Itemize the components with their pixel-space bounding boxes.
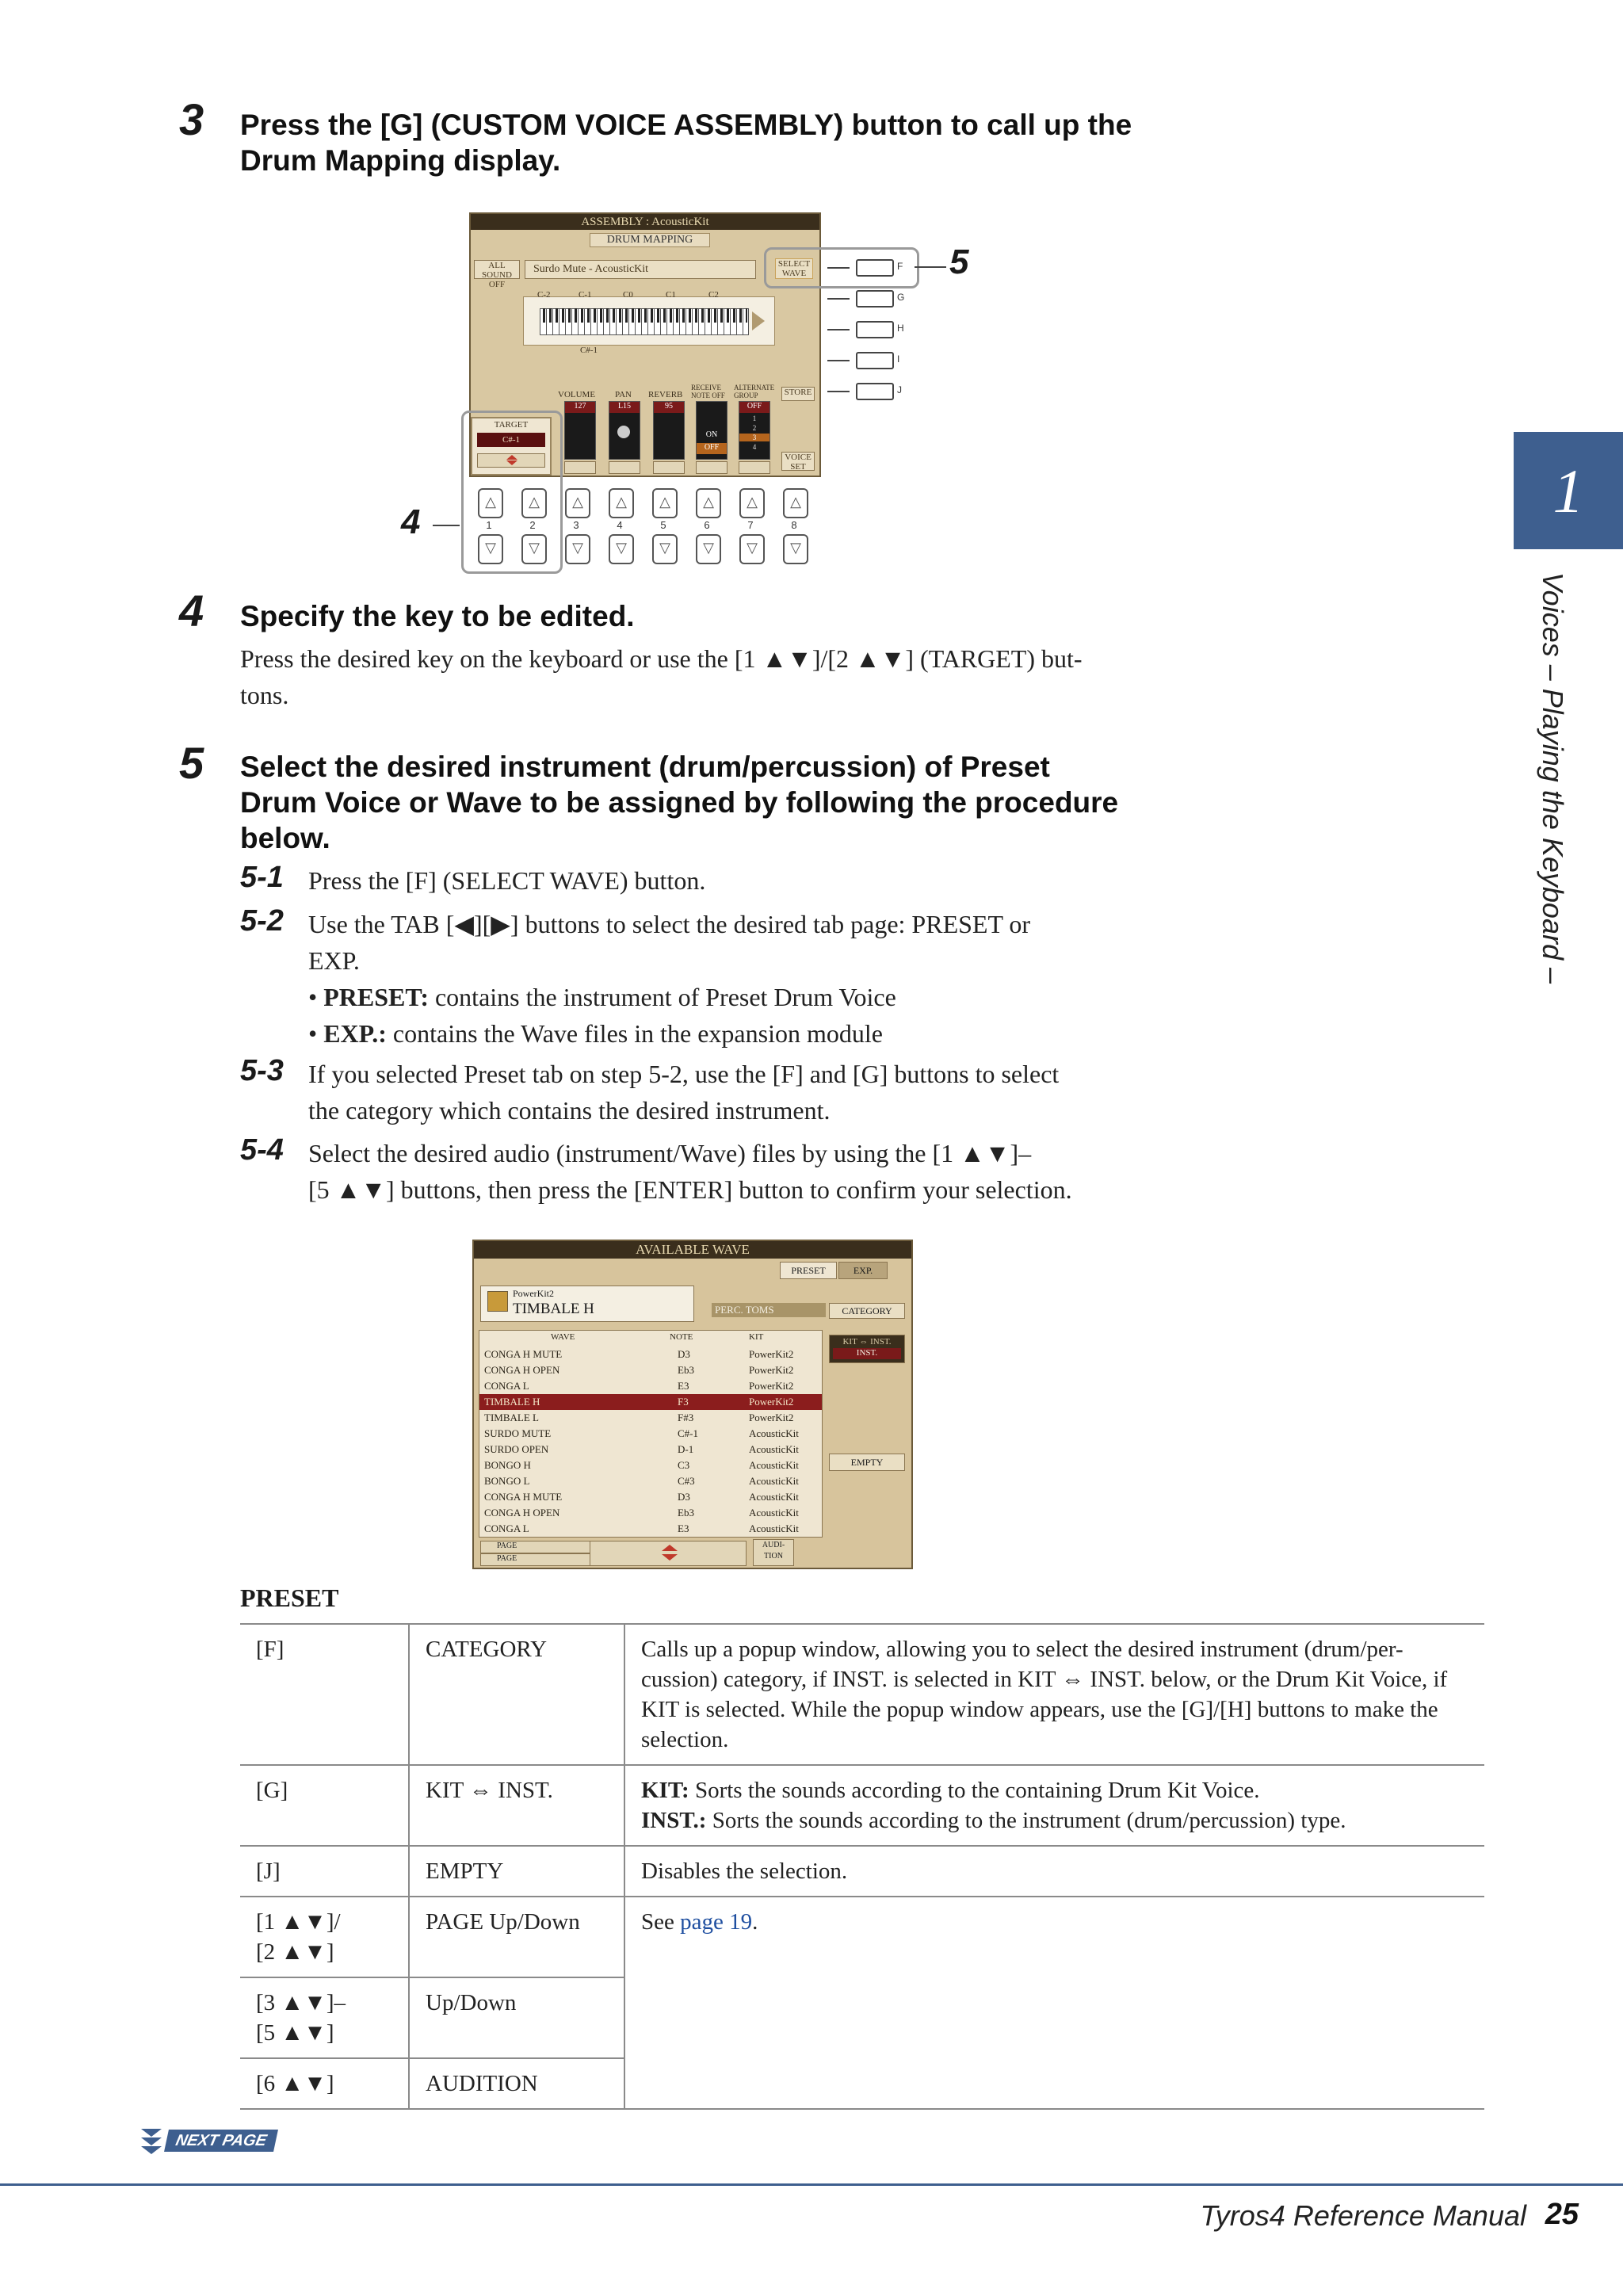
table-cell-name: CATEGORY: [409, 1624, 624, 1765]
connector-line: [827, 329, 850, 330]
callout-leader-line: [915, 266, 946, 268]
wave-name: CONGA H MUTE: [484, 1348, 563, 1360]
step-4-body-line-2: tons.: [240, 681, 289, 709]
step-5-title: [240, 749, 1118, 856]
wave-row[interactable]: [479, 1473, 822, 1489]
store-button[interactable]: STORE: [781, 387, 815, 401]
substep-5-3-number: 5-3: [240, 1054, 284, 1087]
wave-row[interactable]: [479, 1457, 822, 1473]
button-5-down[interactable]: ▽: [652, 534, 678, 564]
slider-arrow: [653, 461, 685, 474]
button-number: 7: [747, 519, 754, 531]
table-row: [240, 1765, 1484, 1846]
wave-kit: AcousticKit: [749, 1475, 799, 1487]
all-sound-off-button[interactable]: ALL SOUND OFF: [474, 260, 520, 279]
wave-row[interactable]: [479, 1442, 822, 1457]
slider-arrow: [696, 461, 727, 474]
category-button[interactable]: CATEGORY: [829, 1303, 905, 1319]
connector-line: [827, 267, 850, 269]
next-page-arrows-icon: [139, 2127, 163, 2159]
pan-label: PAN: [615, 390, 632, 399]
wave-note: C#-1: [678, 1427, 698, 1439]
step-4-number: 4: [179, 586, 204, 636]
wave-row[interactable]: [479, 1426, 822, 1442]
bullet-preset: • PRESET: contains the instrument of Preset Drum Voice: [308, 983, 896, 1011]
wave-row[interactable]: [479, 1347, 822, 1362]
chapter-title: Voices – Playing the Keyboard –: [1537, 572, 1569, 984]
button-line: [3 ▲▼]–: [256, 1990, 346, 2015]
wave-kit: PowerKit2: [749, 1364, 794, 1376]
header-note: NOTE: [670, 1332, 693, 1342]
panel-button-f[interactable]: [856, 259, 894, 277]
octave-label: C-1: [579, 290, 592, 300]
target-value: C#-1: [477, 433, 545, 447]
button-2-down[interactable]: ▽: [521, 534, 547, 564]
table-cell-name: KIT ⇔ INST.: [409, 1765, 624, 1846]
page-down-bar[interactable]: PAGE: [480, 1553, 596, 1566]
target-up-icon: [506, 455, 517, 460]
receive-note-off-selector[interactable]: [696, 401, 727, 460]
substep-5-1-number: 5-1: [240, 861, 284, 894]
callout-5: 5: [949, 243, 969, 281]
wave-kit: AcousticKit: [749, 1459, 799, 1471]
desc-text: Sorts the sounds according to the containing Drum Kit Voice.: [689, 1778, 1260, 1803]
table-cell-button: [G]: [240, 1765, 409, 1846]
step-3-title: [240, 107, 1132, 178]
desc-label: KIT:: [641, 1778, 689, 1803]
wave-row[interactable]: [479, 1521, 822, 1537]
wave-note: D3: [678, 1348, 690, 1360]
receive-on-value: ON: [705, 430, 718, 439]
panel-letter-h: H: [897, 323, 904, 334]
button-number: 5: [660, 519, 666, 531]
panel-button-g[interactable]: [856, 290, 894, 308]
alt-group-3: 3: [739, 434, 769, 441]
page-number: 25: [1545, 2198, 1579, 2231]
table-cell-button: [240, 1897, 409, 1977]
step-4-body-line-1: Press the desired key on the keyboard or use the [1 ▲▼]/[2 ▲▼] (TARGET) but-: [240, 644, 1083, 673]
wave-kit: PowerKit2: [749, 1348, 794, 1360]
volume-value: 127: [565, 402, 595, 413]
wave-note: Eb3: [678, 1364, 694, 1376]
substep-5-2-line-1: Use the TAB [◀][▶] buttons to select the desired tab page: PRESET or: [308, 910, 1031, 938]
target-down-icon: [506, 460, 517, 465]
available-wave-lcd: [472, 1240, 913, 1569]
callout-leader-line: [433, 525, 460, 526]
substep-5-1-text: Press the [F] (SELECT WAVE) button.: [308, 866, 706, 895]
button-line: [1 ▲▼]/: [256, 1909, 341, 1935]
panel-letter-g: G: [897, 292, 905, 303]
step-5-title-line-2: Drum Voice or Wave to be assigned by following the procedure: [240, 786, 1119, 819]
kit-inst-label: KIT ⇔ INST.: [842, 1337, 892, 1347]
scroll-bar[interactable]: [590, 1541, 747, 1566]
substep-5-3-line-1: If you selected Preset tab on step 5-2, use the [F] and [G] buttons to select: [308, 1060, 1060, 1088]
table-cell-name: AUDITION: [409, 2058, 624, 2109]
wave-note: C3: [678, 1459, 690, 1471]
bullet-text: contains the instrument of Preset Drum Voice: [428, 983, 896, 1011]
volume-label: VOLUME: [558, 390, 596, 399]
volume-slider[interactable]: [564, 401, 596, 460]
reverb-label: REVERB: [648, 390, 683, 399]
wave-name: SURDO OPEN: [484, 1443, 549, 1455]
panel-letter-f: F: [897, 261, 903, 272]
manual-title: Tyros4 Reference Manual: [1200, 2199, 1526, 2232]
panel-button-i[interactable]: [856, 352, 894, 369]
slider-arrow: [609, 461, 640, 474]
substep-5-2-text: [308, 906, 1030, 1052]
drum-kit-icon: [487, 1291, 508, 1312]
select-wave-button[interactable]: SELECT WAVE: [775, 258, 813, 279]
substep-5-3-text: [308, 1056, 1059, 1129]
keyboard-panel: [523, 296, 775, 346]
wave-row[interactable]: [479, 1362, 822, 1378]
chapter-tab[interactable]: [1514, 432, 1623, 549]
step-3-title-line-1: Press the [G] (CUSTOM VOICE ASSEMBLY) button to call up the: [240, 109, 1132, 141]
button-6-up[interactable]: △: [696, 488, 721, 518]
button-4-up[interactable]: △: [609, 488, 634, 518]
step-5-title-line-1: Select the desired instrument (drum/percussion) of Preset: [240, 751, 1050, 783]
tab-preset[interactable]: PRESET: [780, 1262, 837, 1279]
chapter-number: 1: [1552, 457, 1584, 525]
category-field: PERC. TOMS: [712, 1303, 826, 1317]
table-cell-button: [J]: [240, 1846, 409, 1897]
voice-set-button[interactable]: VOICE SET: [781, 452, 815, 471]
wave-kit: PowerKit2: [749, 1380, 794, 1392]
preset-table: [240, 1623, 1484, 2110]
audition-button[interactable]: AUDI- TION: [753, 1539, 794, 1566]
pan-knob-icon: [617, 426, 630, 438]
desc-text: .: [752, 1909, 758, 1935]
panel-button-h[interactable]: [856, 321, 894, 338]
table-cell-name: Up/Down: [409, 1977, 624, 2058]
button-number: 6: [704, 519, 710, 531]
octave-label: C0: [623, 290, 633, 300]
step-3-title-line-2: Drum Mapping display.: [240, 144, 561, 177]
substep-5-3-line-2: the category which contains the desired instrument.: [308, 1096, 831, 1125]
receive-note-off-label: RECEIVE NOTE OFF: [691, 384, 725, 399]
octave-label: C1: [666, 290, 676, 300]
alt-group-4: 4: [752, 443, 757, 451]
table-row: [240, 1624, 1484, 1765]
preset-heading: PRESET: [240, 1584, 339, 1612]
inst-selected: INST.: [833, 1348, 901, 1359]
wave-list-header: [479, 1331, 822, 1345]
button-1-down[interactable]: ▽: [478, 534, 503, 564]
lcd2-title: AVAILABLE WAVE: [474, 1241, 911, 1259]
tab-exp[interactable]: EXP.: [838, 1262, 888, 1279]
button-line: [2 ▲▼]: [256, 1939, 334, 1965]
page-19-link[interactable]: page 19: [680, 1909, 753, 1935]
wave-name: TIMBALE L: [484, 1412, 539, 1423]
table-cell-button: [6 ▲▼]: [240, 2058, 409, 2109]
wave-name: TIMBALE H: [484, 1396, 540, 1408]
wave-kit: AcousticKit: [749, 1491, 799, 1503]
button-4-down[interactable]: ▽: [609, 534, 634, 564]
wave-row[interactable]: [479, 1394, 822, 1410]
step-5-number: 5: [179, 738, 204, 788]
target-panel: [471, 417, 552, 476]
step-4-body: [240, 640, 1083, 713]
wave-list: [479, 1330, 823, 1538]
lcd-subtitle: DRUM MAPPING: [590, 233, 710, 247]
button-number: 2: [529, 519, 536, 531]
substep-5-2-number: 5-2: [240, 904, 284, 938]
bullet-label: EXP.:: [323, 1019, 387, 1048]
button-3-up[interactable]: △: [565, 488, 590, 518]
table-row: [240, 1846, 1484, 1897]
substep-5-2-line-2: EXP.: [308, 946, 360, 975]
button-6-down[interactable]: ▽: [696, 534, 721, 564]
target-arrow: [477, 453, 545, 468]
kit-name: PowerKit2: [513, 1288, 554, 1299]
scroll-down-icon: [662, 1554, 678, 1561]
step-4-title: Specify the key to be edited.: [240, 600, 635, 632]
pan-value: L15: [609, 402, 640, 413]
wave-name: CONGA L: [484, 1380, 529, 1392]
panel-letter-i: I: [897, 353, 900, 365]
kit-inst-button[interactable]: [829, 1335, 905, 1363]
table-cell-description: [624, 1897, 1484, 2109]
wave-note: E3: [678, 1380, 689, 1392]
scroll-up-icon: [662, 1545, 678, 1551]
step-3-number: 3: [179, 94, 204, 144]
slider-arrow: [739, 461, 770, 474]
table-cell-description: [624, 1765, 1484, 1846]
desc-text: See: [641, 1909, 681, 1935]
wave-row[interactable]: [479, 1489, 822, 1505]
wave-kit: AcousticKit: [749, 1522, 799, 1534]
panel-button-j[interactable]: [856, 383, 894, 400]
table-cell-name: EMPTY: [409, 1846, 624, 1897]
button-7-up[interactable]: △: [739, 488, 765, 518]
page-up-bar[interactable]: PAGE: [480, 1541, 596, 1553]
connector-line: [827, 360, 850, 361]
connector-line: [827, 391, 850, 392]
substep-5-4-number: 5-4: [240, 1133, 284, 1167]
connector-line: [827, 298, 850, 300]
receive-off-value: OFF: [697, 443, 727, 454]
wave-note: E3: [678, 1522, 689, 1534]
bullet-label: PRESET:: [323, 983, 429, 1011]
button-number: 1: [486, 519, 492, 531]
alt-group-1: 1: [752, 415, 757, 422]
wave-name: CONGA H MUTE: [484, 1491, 563, 1503]
button-8-down[interactable]: ▽: [783, 534, 808, 564]
reverb-slider[interactable]: [653, 401, 685, 460]
empty-button[interactable]: EMPTY: [829, 1454, 905, 1471]
footer-rule: [0, 2183, 1623, 2186]
button-1-up[interactable]: △: [478, 488, 503, 518]
header-wave: WAVE: [551, 1332, 575, 1342]
wave-kit: PowerKit2: [749, 1412, 794, 1423]
substep-5-4-line-2: [5 ▲▼] buttons, then press the [ENTER] button to confirm your selection.: [308, 1175, 1072, 1204]
wave-name: CONGA L: [484, 1522, 529, 1534]
bullet-text: contains the Wave files in the expansion module: [386, 1019, 883, 1048]
wave-name: CONGA H OPEN: [484, 1507, 560, 1519]
wave-name: BONGO L: [484, 1475, 530, 1487]
wave-kit: AcousticKit: [749, 1443, 799, 1455]
wave-name: SURDO MUTE: [484, 1427, 552, 1439]
substep-5-4-line-1: Select the desired audio (instrument/Wave) files by using the [1 ▲▼]–: [308, 1139, 1032, 1167]
button-number: 4: [617, 519, 623, 531]
alternate-group-label: ALTERNATE GROUP: [734, 384, 775, 399]
black-keys: [540, 308, 747, 323]
wave-name: BONGO H: [484, 1459, 531, 1471]
wave-name: CONGA H OPEN: [484, 1364, 560, 1376]
table-cell-button: [240, 1977, 409, 2058]
keyboard-scroll-arrow-icon[interactable]: [752, 311, 765, 330]
desc-label: INST.:: [641, 1808, 707, 1833]
wave-row[interactable]: [479, 1505, 822, 1521]
step-5-title-line-3: below.: [240, 822, 330, 854]
wave-note: D3: [678, 1491, 690, 1503]
wave-kit: AcousticKit: [749, 1507, 799, 1519]
wave-note: Eb3: [678, 1507, 694, 1519]
selected-wave-field: [480, 1286, 694, 1322]
panel-letter-j: J: [897, 384, 902, 395]
button-line: [5 ▲▼]: [256, 2020, 334, 2046]
voice-name-field: Surdo Mute - AcousticKit: [525, 260, 756, 279]
table-cell-description: Disables the selection.: [641, 1859, 848, 1884]
slider-arrow: [564, 461, 596, 474]
octave-label: C2: [708, 290, 719, 300]
alternate-group-value: OFF: [739, 402, 769, 413]
button-3-down[interactable]: ▽: [565, 534, 590, 564]
button-5-up[interactable]: △: [652, 488, 678, 518]
alternate-group-selector[interactable]: [739, 401, 770, 460]
table-cell-name: PAGE Up/Down: [409, 1897, 624, 1977]
wave-row[interactable]: [479, 1410, 822, 1426]
wave-kit: AcousticKit: [749, 1427, 799, 1439]
wave-note: D-1: [678, 1443, 694, 1455]
reverb-value: 95: [654, 402, 684, 413]
pan-knob[interactable]: [609, 401, 640, 460]
bullet-exp: • EXP.: contains the Wave files in the expansion module: [308, 1019, 883, 1048]
wave-note: C#3: [678, 1475, 695, 1487]
substep-5-4-text: [308, 1135, 1072, 1208]
button-8-up[interactable]: △: [783, 488, 808, 518]
button-number: 8: [791, 519, 797, 531]
button-2-up[interactable]: △: [521, 488, 547, 518]
target-label: TARGET: [494, 420, 529, 430]
button-number: 3: [573, 519, 579, 531]
table-row: [240, 1897, 1484, 1977]
callout-4: 4: [401, 502, 421, 541]
button-7-down[interactable]: ▽: [739, 534, 765, 564]
next-page-button[interactable]: NEXT PAGE: [164, 2130, 278, 2152]
alt-group-2: 2: [752, 424, 757, 432]
wave-row[interactable]: [479, 1378, 822, 1394]
wave-kit: PowerKit2: [749, 1396, 794, 1408]
wave-note: F#3: [678, 1412, 694, 1423]
header-kit: KIT: [749, 1332, 764, 1342]
table-cell-description: Calls up a popup window, allowing you to select the desired instrument (drum/per-cussion) category, if INST. is selected in KIT ⇔ INST. below, or the Drum Kit Voice, if KIT is selected. While the popup window appears, use the [G]/[H] buttons to make the selection.: [641, 1637, 1448, 1752]
desc-text: Sorts the sounds according to the instrument (drum/percussion) type.: [706, 1808, 1346, 1833]
selected-wave-name: TIMBALE H: [513, 1301, 594, 1317]
lcd-title: ASSEMBLY : AcousticKit: [471, 214, 819, 230]
table-cell-button: [F]: [240, 1624, 409, 1765]
wave-note: F3: [678, 1396, 689, 1408]
octave-label: C-2: [537, 290, 551, 300]
selected-key-label: C#-1: [580, 346, 598, 355]
